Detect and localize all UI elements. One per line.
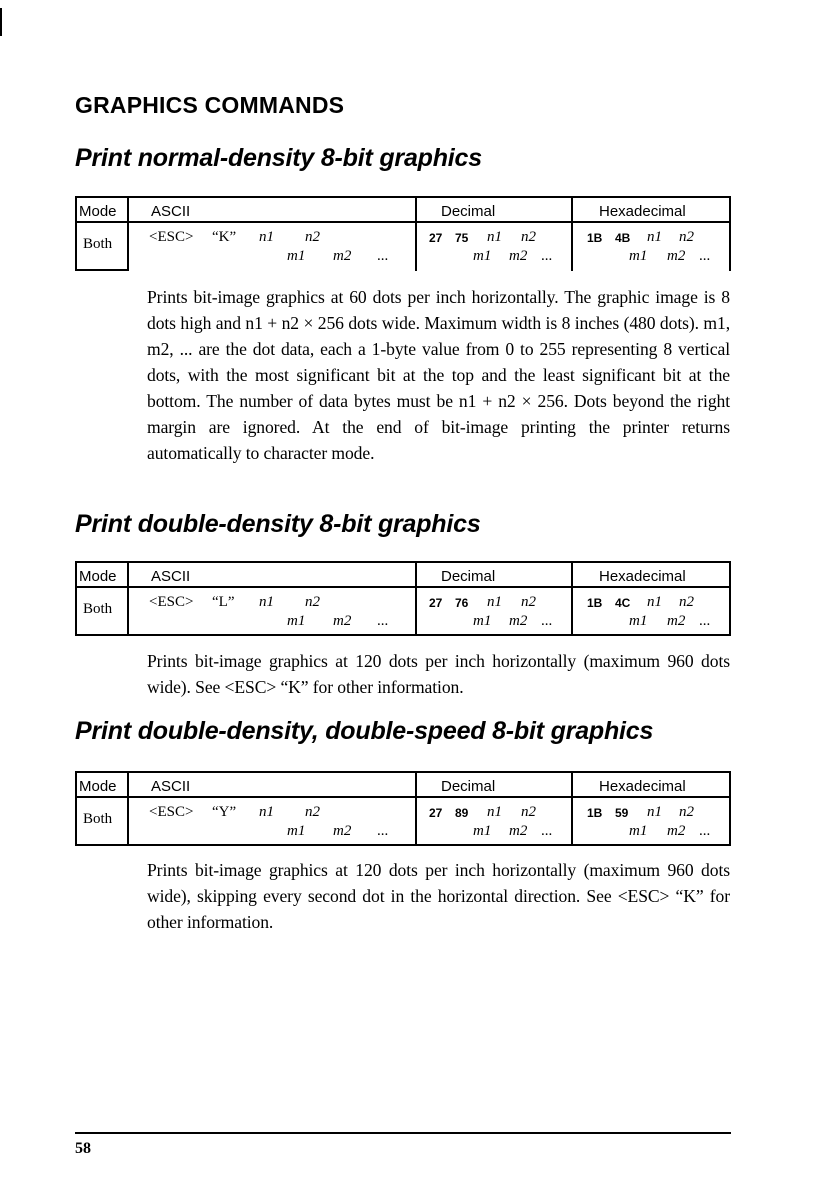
hex-n1: n1 — [647, 594, 662, 610]
hex-a: 1B — [587, 231, 603, 245]
header-ascii-cell — [127, 196, 417, 223]
decimal-cell — [415, 221, 573, 271]
decimal-m2: m2 — [509, 823, 528, 839]
hex-m1: m1 — [629, 248, 648, 264]
decimal-a: 27 — [429, 596, 443, 610]
header-hex: Hexadecimal — [599, 778, 686, 795]
mode-value: Both — [83, 601, 113, 617]
decimal-n2: n2 — [521, 594, 536, 610]
header-decimal: Decimal — [441, 203, 496, 220]
hex-a: 1B — [587, 596, 603, 610]
hex-ellipsis: ... — [699, 613, 711, 629]
hex-b: 4C — [615, 596, 631, 610]
hex-b: 59 — [615, 806, 629, 820]
ascii-ellipsis: ... — [377, 613, 389, 629]
decimal-m2: m2 — [509, 248, 528, 264]
mode-cell — [75, 586, 129, 636]
command-table-normal-density — [75, 196, 731, 271]
decimal-b: 76 — [455, 596, 469, 610]
header-mode-cell — [75, 771, 129, 798]
decimal-m2: m2 — [509, 613, 528, 629]
ascii-char: “K” — [212, 229, 237, 245]
ascii-n2: n2 — [305, 229, 320, 245]
hex-cell — [571, 796, 731, 846]
ascii-char: “Y” — [212, 804, 237, 820]
ascii-ellipsis: ... — [377, 248, 389, 264]
hex-cell — [571, 586, 731, 636]
decimal-b: 89 — [455, 806, 469, 820]
decimal-ellipsis: ... — [541, 248, 553, 264]
header-decimal: Decimal — [441, 568, 496, 585]
hex-n2: n2 — [679, 229, 694, 245]
header-mode: Mode — [79, 203, 117, 220]
footer-rule — [75, 1132, 731, 1134]
decimal-ellipsis: ... — [541, 823, 553, 839]
header-hex: Hexadecimal — [599, 203, 686, 220]
decimal-m1: m1 — [473, 248, 492, 264]
ascii-cell — [127, 796, 417, 846]
mode-value: Both — [83, 236, 113, 252]
hex-m1: m1 — [629, 823, 648, 839]
hex-m2: m2 — [667, 823, 686, 839]
ascii-cell — [127, 221, 417, 271]
hex-ellipsis: ... — [699, 823, 711, 839]
command-description-normal-density: Prints bit-image graphics at 60 dots per inch horizontally. The graphic image is 8 dots high and n1 + n2 × 256 dots wide. Maximum width is 8 inches (480 dots). m1, m2, ... are the dot data, each a 1-byte value from 0 to 255 representing 8 vertical dots, with the most significant bit at the top and the least significant bit at the bottom. The number of data bytes must be n1 + n2 × 256. Dots beyond the right margin are ignored. At the end of bit-image printing the printer returns automatically to character mode. — [147, 287, 730, 463]
ascii-esc: <ESC> — [149, 804, 194, 820]
header-ascii-cell — [127, 561, 417, 588]
command-description-double-density: Prints bit-image graphics at 120 dots per inch horizontally (maximum 960 dots wide). See <ESC> “K” for other information. — [147, 651, 730, 697]
mode-cell — [75, 796, 129, 846]
decimal-m1: m1 — [473, 823, 492, 839]
header-ascii-cell — [127, 771, 417, 798]
decimal-a: 27 — [429, 231, 443, 245]
decimal-b: 75 — [455, 231, 469, 245]
ascii-ellipsis: ... — [377, 823, 389, 839]
header-mode-cell — [75, 196, 129, 223]
header-hex-cell — [571, 561, 731, 588]
hex-cell — [571, 221, 731, 271]
ascii-m1: m1 — [287, 823, 306, 839]
ascii-n2: n2 — [305, 594, 320, 610]
ascii-m2: m2 — [333, 823, 352, 839]
page-number: 58 — [75, 1140, 91, 1157]
ascii-m1: m1 — [287, 613, 306, 629]
header-decimal: Decimal — [441, 778, 496, 795]
mode-cell — [75, 221, 129, 271]
ascii-n1: n1 — [259, 594, 274, 610]
decimal-n1: n1 — [487, 594, 502, 610]
command-title-double-density: Print double-density 8-bit graphics — [75, 510, 481, 538]
hex-m1: m1 — [629, 613, 648, 629]
ascii-esc: <ESC> — [149, 594, 194, 610]
hex-a: 1B — [587, 806, 603, 820]
ascii-esc: <ESC> — [149, 229, 194, 245]
decimal-n2: n2 — [521, 229, 536, 245]
header-mode: Mode — [79, 568, 117, 585]
command-title-normal-density: Print normal-density 8-bit graphics — [75, 144, 482, 172]
decimal-m1: m1 — [473, 613, 492, 629]
ascii-cell — [127, 586, 417, 636]
hex-m2: m2 — [667, 613, 686, 629]
ascii-char: “L” — [212, 594, 235, 610]
header-hex-cell — [571, 771, 731, 798]
ascii-m2: m2 — [333, 248, 352, 264]
command-description-double-speed: Prints bit-image graphics at 120 dots per inch horizontally (maximum 960 dots wide), skipping every second dot in the horizontal direction. See <ESC> “K” for other information. — [147, 860, 730, 932]
decimal-n1: n1 — [487, 229, 502, 245]
command-table-double-speed — [75, 771, 731, 846]
ascii-n1: n1 — [259, 804, 274, 820]
decimal-n2: n2 — [521, 804, 536, 820]
header-decimal-cell — [415, 771, 573, 798]
ascii-n1: n1 — [259, 229, 274, 245]
ascii-m2: m2 — [333, 613, 352, 629]
page-edge-mark — [0, 8, 2, 36]
hex-m2: m2 — [667, 248, 686, 264]
mode-value: Both — [83, 811, 113, 827]
header-hex-cell — [571, 196, 731, 223]
header-ascii: ASCII — [151, 203, 191, 220]
decimal-cell — [415, 796, 573, 846]
decimal-n1: n1 — [487, 804, 502, 820]
ascii-m1: m1 — [287, 248, 306, 264]
header-ascii: ASCII — [151, 778, 191, 795]
header-mode: Mode — [79, 778, 117, 795]
hex-ellipsis: ... — [699, 248, 711, 264]
decimal-a: 27 — [429, 806, 443, 820]
header-decimal-cell — [415, 561, 573, 588]
section-title: GRAPHICS COMMANDS — [75, 92, 345, 118]
header-hex: Hexadecimal — [599, 568, 686, 585]
hex-n2: n2 — [679, 594, 694, 610]
header-mode-cell — [75, 561, 129, 588]
header-ascii: ASCII — [151, 568, 191, 585]
hex-n2: n2 — [679, 804, 694, 820]
command-title-double-speed: Print double-density, double-speed 8-bit graphics — [75, 717, 654, 745]
command-table-double-density — [75, 561, 731, 636]
ascii-n2: n2 — [305, 804, 320, 820]
decimal-cell — [415, 586, 573, 636]
hex-n1: n1 — [647, 804, 662, 820]
hex-b: 4B — [615, 231, 631, 245]
decimal-ellipsis: ... — [541, 613, 553, 629]
header-decimal-cell — [415, 196, 573, 223]
hex-n1: n1 — [647, 229, 662, 245]
